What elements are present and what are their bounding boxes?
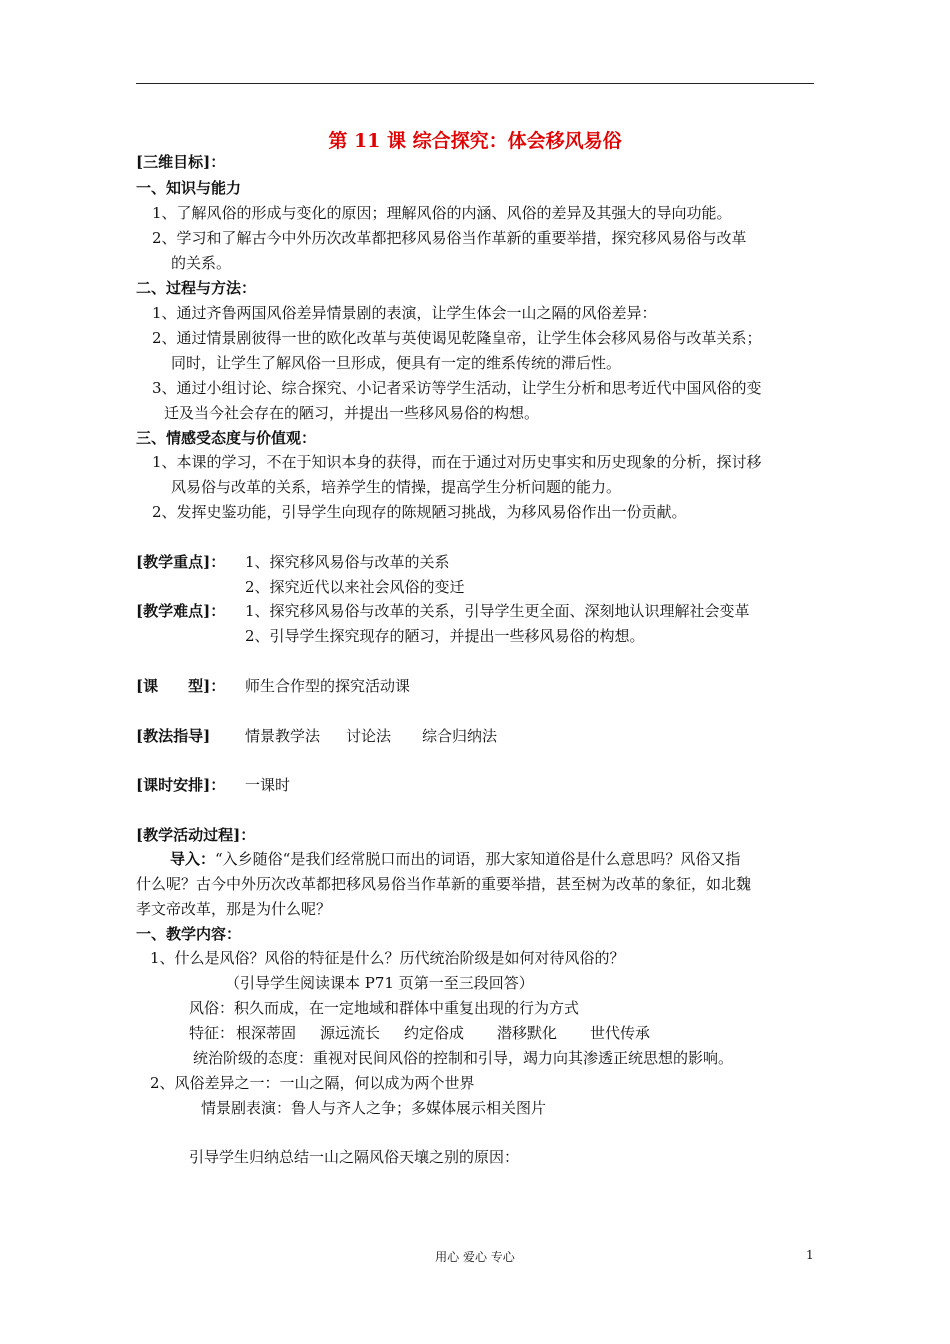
section-heading: 一、教学内容： [136,925,242,943]
key-points-label: [教学重点]： [136,553,226,571]
objectives-header: [三维目标]： [136,153,226,171]
difficult-points-label: [教学难点]： [136,602,226,620]
lesson-type-label: [课 型]： [136,677,226,695]
section-heading: 一、知识与能力 [136,179,242,197]
play-description: 情景剧表演：鲁人与齐人之争；多媒体展示相关图片 [201,1099,547,1117]
header-rule [136,83,814,84]
paragraph: 孝文帝改革，那是为什么呢？ [136,900,332,918]
definition: 风俗：积久而成，在一定地域和群体中重复出现的行为方式 [189,999,580,1017]
schedule-value: 一课时 [245,776,291,794]
paragraph: 2、学习和了解古今中外历次改革都把移风易俗当作革新的重要举措，探究移风易俗与改革 [152,229,747,247]
paragraph: 什么呢？古今中外历次改革都把移风易俗当作革新的重要举措，甚至树为改革的象征，如北魏 [136,875,752,893]
paragraph: 1、了解风俗的形成与变化的原因；理解风俗的内涵、风俗的差异及其强大的导向功能。 [152,204,732,222]
paragraph: 2、通过情景剧彼得一世的欧化改革与英使谒见乾隆皇帝，让学生体会移风易俗与改革关系； [152,329,762,347]
page-title: 第 11 课 综合探究：体会移风易俗 [328,130,622,152]
method-item: 情景教学法 [245,727,321,745]
paragraph: 的关系。 [171,254,232,272]
footer-text: 用心 爱心 专心 [435,1250,515,1264]
trait-item: 根深蒂固 [236,1024,297,1042]
paragraph: 1、本课的学习，不在于知识本身的获得，而在于通过对历史事实和历史现象的分析，探讨移 [152,453,762,471]
page-number: 1 [806,1248,814,1262]
attitude: 统治阶级的态度：重视对民间风俗的控制和引导，竭力向其渗透正统思想的影响。 [193,1049,734,1067]
key-point-item: 1、探究移风易俗与改革的关系 [245,553,450,571]
key-point-item: 2、探究近代以来社会风俗的变迁 [245,578,465,596]
traits-label: 特征： [189,1024,235,1042]
intro-label: 导入： [170,850,216,868]
paragraph: 迁及当今社会存在的陋习，并提出一些移风易俗的构想。 [164,404,540,422]
paragraph: 同时，让学生了解风俗一旦形成，便具有一定的维系传统的滞后性。 [171,354,622,372]
paragraph: 风易俗与改革的关系，培养学生的情操，提高学生分析问题的能力。 [171,478,622,496]
method-item: 综合归纳法 [422,727,498,745]
trait-item: 源远流长 [320,1024,381,1042]
trait-item: 世代传承 [590,1024,651,1042]
difficult-point-item: 2、引导学生探究现存的陋习，并提出一些移风易俗的构想。 [245,627,645,645]
paragraph: 1、通过齐鲁两国风俗差异情景剧的表演，让学生体会一山之隔的风俗差异： [152,304,657,322]
section-heading: 三、情感受态度与价值观： [136,429,317,447]
question: 1、什么是风俗？风俗的特征是什么？历代统治阶级是如何对待风俗的？ [150,949,625,967]
schedule-label: [课时安排]： [136,776,226,794]
process-label: [教学活动过程]： [136,826,256,844]
summary-prompt: 引导学生归纳总结一山之隔风俗天壤之别的原因： [189,1148,520,1166]
section-heading: 二、过程与方法： [136,279,257,297]
paragraph: 2、发挥史鉴功能，引导学生向现存的陈规陋习挑战，为移风易俗作出一份贡献。 [152,503,687,521]
trait-item: 约定俗成 [404,1024,465,1042]
question: 2、风俗差异之一：一山之隔，何以成为两个世界 [150,1074,475,1092]
intro-paragraph [170,849,740,869]
difficult-point-item: 1、探究移风易俗与改革的关系，引导学生更全面、深刻地认识理解社会变革 [245,602,750,620]
trait-item: 潜移默化 [497,1024,558,1042]
question-note: （引导学生阅读课本 P71 页第一至三段回答） [225,974,534,992]
paragraph: 3、通过小组讨论、综合探究、小记者采访等学生活动，让学生分析和思考近代中国风俗的变 [152,379,762,397]
method-item: 讨论法 [346,727,392,745]
methods-label: [教法指导] [136,727,211,745]
intro-text: “入乡随俗“是我们经常脱口而出的词语，那大家知道俗是什么意思吗？风俗又指 [215,850,741,868]
lesson-type-value: 师生合作型的探究活动课 [245,677,411,695]
